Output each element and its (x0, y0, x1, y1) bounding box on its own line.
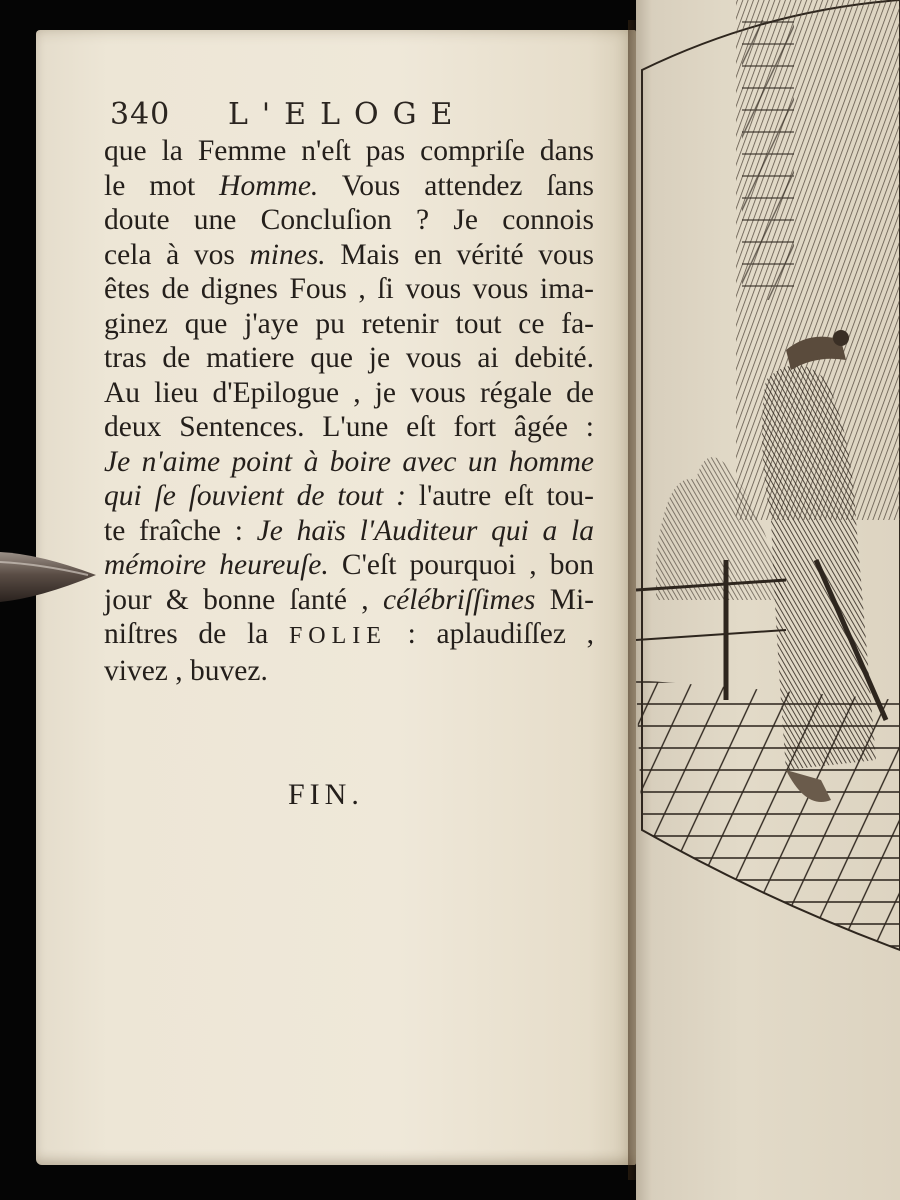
fin-text: FIN. (288, 778, 364, 811)
text-line: te fraîche : Je haïs l'Auditeur qui a la (104, 514, 594, 547)
bookmark-icon (0, 548, 100, 606)
text-line: niſtres de la FOLIE : aplaudiſſez , (104, 618, 595, 650)
text-line: qui ſe ſouvient de tout : l'autre eſt tou- (104, 480, 594, 512)
engraving-illustration (636, 0, 900, 1200)
text-line: Je n'aime point à boire avec un homme (104, 445, 594, 478)
text-line: le mot Homme. Vous attendez ſans (104, 169, 595, 202)
text-line: doute une Concluſion ? Je connois (104, 204, 594, 236)
text-line: jour & bonne ſanté , célébriſſimes Mi- (104, 583, 595, 616)
text-line: que la Femme n'eſt pas compriſe dans (104, 135, 594, 167)
text-line: deux Sentences. L'une eſt fort âgée : (104, 411, 594, 443)
running-title: L'ELOGE (228, 97, 467, 132)
engraving-plate (636, 0, 900, 1200)
page-number: 340 (110, 97, 171, 132)
text-line: mémoire heureuſe. C'eſt pourquoi , bon (104, 549, 594, 581)
text-line: êtes de dignes Fous , ſi vous vous ima- (104, 273, 594, 305)
body-text (104, 134, 594, 688)
page-header (110, 95, 590, 135)
text-line: cela à vos mines. Mais en vérité vous (104, 238, 594, 271)
text-line: vivez , buvez. (104, 654, 268, 687)
text-line: tras de matiere que je vous ai debité. (104, 342, 594, 374)
text-line: Au lieu d'Epilogue , je vous régale de (104, 376, 594, 409)
text-line: ginez que j'aye pu retenir tout ce fa- (104, 307, 594, 340)
